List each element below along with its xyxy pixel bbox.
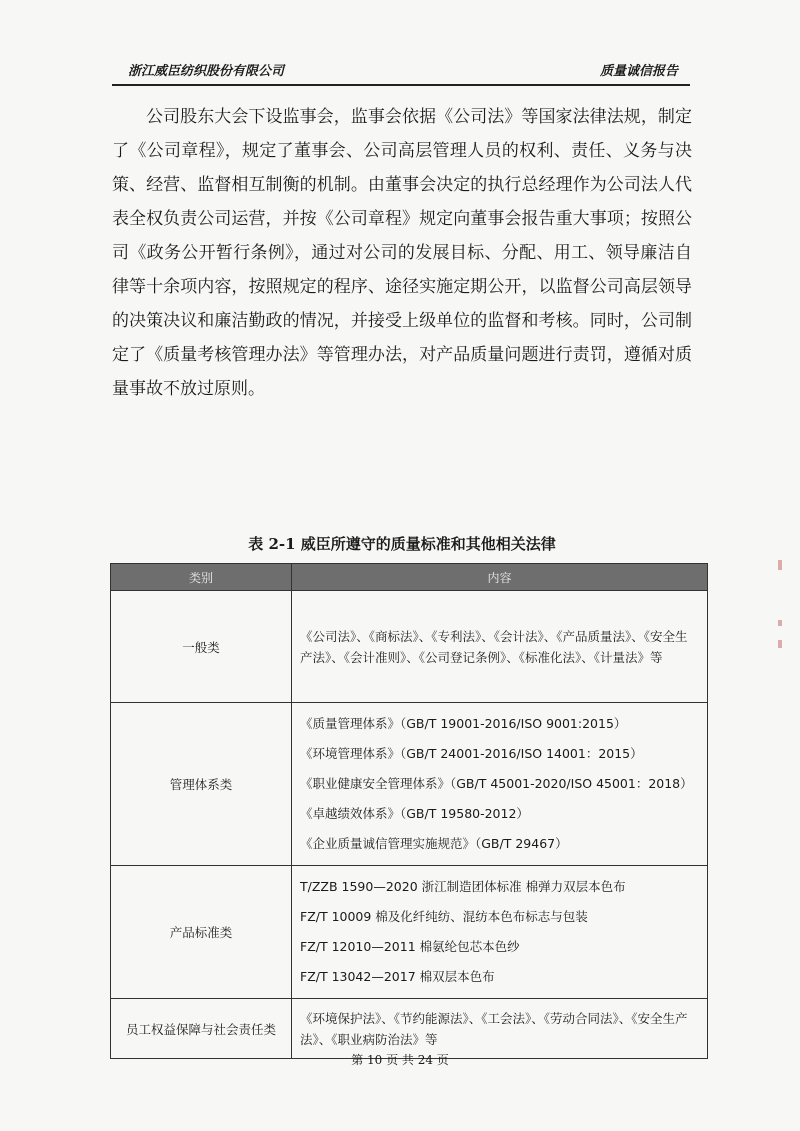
company-name: 浙江威臣纺织股份有限公司	[128, 64, 285, 79]
scan-mark	[778, 560, 782, 570]
content-item: T/ZZB 1590—2020 浙江制造团体标准 棉弹力双层本色布	[300, 879, 626, 894]
content-item: FZ/T 12010—2011 棉氨纶包芯本色纱	[300, 939, 520, 954]
scan-mark	[778, 640, 782, 648]
body-paragraph: 公司股东大会下设监事会，监事会依据《公司法》等国家法律法规，制定了《公司章程》，规定了董事会、公司高层管理人员的权利、责任、义务与决策、经营、监督相互制衡的机制。由董事会决定的执行总经理作为公司法人代表全权负责公司运营，并按《公司章程》规定向董事会报告重大事项；按照公司《政务公开暂行条例》，通过对公司的发展目标、分配、用工、领导廉洁自律等十余项内容，按照规定的程序、途径实施定期公开，以监督公司高层领导的决策决议和廉洁勤政的情况，并接受上级单位的监督和考核。同时，公司制定了《质量考核管理办法》等管理办法，对产品质量问题进行责罚，遵循对质量事故不放过原则。	[112, 107, 692, 399]
content-item: FZ/T 13042—2017 棉双层本色布	[300, 969, 495, 984]
content-cell	[292, 703, 708, 866]
table-header-row	[111, 564, 708, 591]
table-row	[111, 703, 708, 866]
content-item: 《环境管理体系》（GB/T 24001-2016/ISO 14001：2015）	[300, 746, 643, 761]
body-paragraph-block	[112, 100, 692, 406]
category-cell: 管理体系类	[111, 703, 292, 866]
column-header-content: 内容	[292, 564, 708, 591]
scan-mark	[778, 620, 782, 626]
content-cell	[292, 999, 708, 1059]
content-item: 《职业健康安全管理体系》（GB/T 45001-2020/ISO 45001：2018）	[300, 776, 693, 791]
table-row	[111, 591, 708, 703]
content-item: 《企业质量诚信管理实施规范》（GB/T 29467）	[300, 836, 568, 851]
category-cell: 一般类	[111, 591, 292, 703]
table-caption: 表 2-1 威臣所遵守的质量标准和其他相关法律	[248, 535, 556, 553]
category-cell: 产品标准类	[111, 866, 292, 999]
standards-table	[110, 563, 708, 1059]
table-row	[111, 866, 708, 999]
report-title: 质量诚信报告	[599, 64, 678, 79]
page-number: 第 10 页 共 24 页	[351, 1053, 449, 1067]
content-item: 《公司法》、《商标法》、《专利法》、《会计法》、《产品质量法》、《安全生产法》、《会计准则》、《公司登记条例》、《标准化法》、《计量法》等	[300, 628, 688, 665]
content-item: 《环境保护法》、《节约能源法》、《工会法》、《劳动合同法》、《安全生产法》、《职业病防治法》等	[300, 1010, 688, 1047]
content-item: 《质量管理体系》（GB/T 19001-2016/ISO 9001:2015）	[300, 716, 627, 731]
content-item: 《卓越绩效体系》（GB/T 19580-2012）	[300, 806, 529, 821]
table-row	[111, 999, 708, 1059]
column-header-category: 类别	[111, 564, 292, 591]
page-header	[112, 50, 690, 86]
content-cell	[292, 866, 708, 999]
category-cell: 员工权益保障与社会责任类	[111, 999, 292, 1059]
content-cell	[292, 591, 708, 703]
content-item: FZ/T 10009 棉及化纤纯纺、混纺本色布标志与包装	[300, 909, 588, 924]
